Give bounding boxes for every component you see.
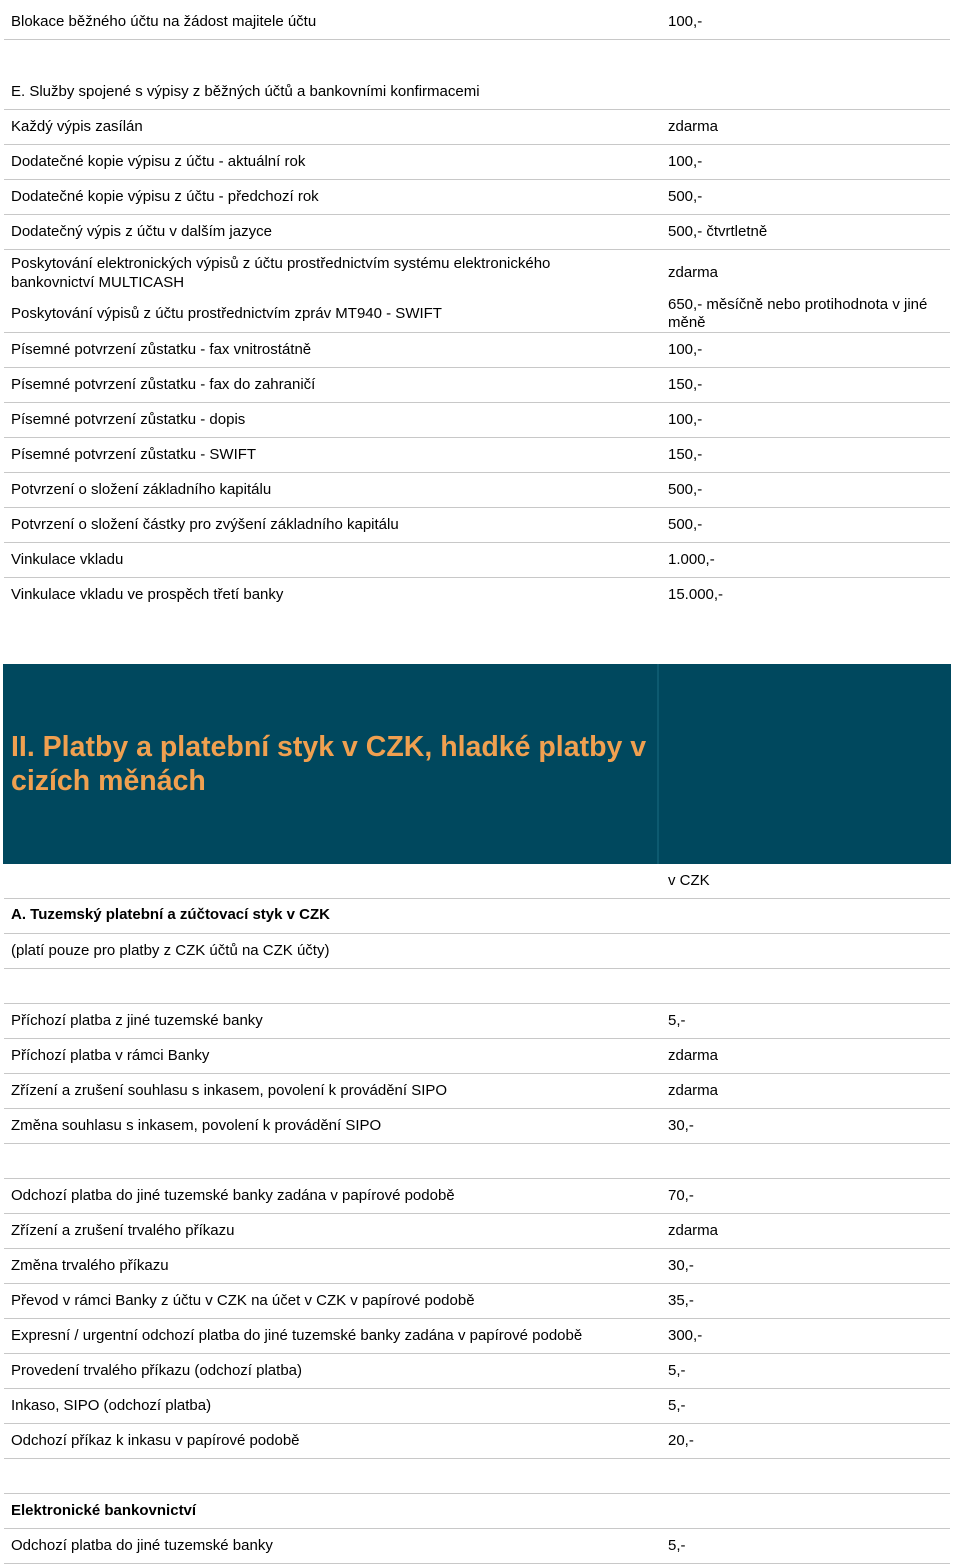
fee-label: Každý výpis zasílán (11, 118, 143, 135)
fee-label: Převod v rámci Banky z účtu v CZK na účet v CZK v papírové podobě (11, 1292, 475, 1309)
fee-value: 100,- (668, 13, 703, 30)
group-spacer (4, 1143, 950, 1179)
section-a-subheading-row (4, 933, 950, 969)
fee-row (4, 1003, 950, 1039)
fee-label: Písemné potvrzení zůstatku - fax vnitrostátně (11, 341, 312, 358)
fee-row (4, 293, 950, 333)
fee-label: Poskytování výpisů z účtu prostřednictvím zpráv MT940 - SWIFT (11, 305, 442, 322)
fee-value: 15.000,- (668, 586, 724, 603)
fee-value: 500,- (668, 481, 703, 498)
fee-label: Příchozí platba z jiné tuzemské banky (11, 1012, 263, 1029)
fee-row (4, 1248, 950, 1284)
fee-label: Zřízení a zrušení souhlasu s inkasem, povolení k provádění SIPO (11, 1082, 448, 1099)
fee-label-line-1: Poskytování elektronických výpisů z účtu prostřednictvím systému elektronického (11, 255, 551, 272)
fee-value: 100,- (668, 341, 703, 358)
fee-value: 35,- (668, 1292, 694, 1309)
fee-row (4, 144, 950, 180)
fee-label: Blokace běžného účtu na žádost majitele účtu (11, 13, 317, 30)
fee-label: Písemné potvrzení zůstatku - fax do zahraničí (11, 376, 316, 393)
fee-value: 500,- čtvrtletně (668, 223, 768, 240)
fee-label: Potvrzení o složení částky pro zvýšení základního kapitálu (11, 516, 399, 533)
currency-header: v CZK (668, 872, 710, 889)
fee-value: 20,- (668, 1432, 694, 1449)
fee-row (4, 367, 950, 403)
fee-value: 70,- (668, 1187, 694, 1204)
fee-value: 500,- (668, 188, 703, 205)
fee-value: 100,- (668, 411, 703, 428)
fee-row (4, 1213, 950, 1249)
fee-label: Písemné potvrzení zůstatku - dopis (11, 411, 246, 428)
fee-value: 5,- (668, 1397, 686, 1414)
fee-label: Inkaso, SIPO (odchozí platba) (11, 1397, 212, 1414)
fee-value: 150,- (668, 376, 703, 393)
fee-row (4, 1423, 950, 1459)
fee-row (4, 179, 950, 215)
fee-label: Vinkulace vkladu (11, 551, 124, 568)
fee-value: 5,- (668, 1012, 686, 1029)
banner-divider (657, 664, 659, 864)
fee-row (4, 577, 950, 612)
fee-row (4, 1283, 950, 1319)
fee-row (4, 4, 950, 40)
fee-row (4, 1318, 950, 1354)
fee-row (4, 109, 950, 145)
section-e-heading: E. Služby spojené s výpisy z běžných účtů a bankovními konfirmacemi (11, 83, 480, 100)
fee-row (4, 472, 950, 508)
fee-row (4, 249, 950, 293)
section-e-heading-row (4, 74, 950, 110)
fee-row (4, 1388, 950, 1424)
section-a-heading-row (4, 898, 950, 934)
fee-row (4, 1038, 950, 1074)
fee-row (4, 1108, 950, 1144)
fee-label: Zřízení a zrušení trvalého příkazu (11, 1222, 235, 1239)
fee-row (4, 1073, 950, 1109)
fee-label: Vinkulace vkladu ve prospěch třetí banky (11, 586, 284, 603)
fee-value: 5,- (668, 1362, 686, 1379)
fee-value-line-2: měně (668, 314, 706, 331)
fee-value: 30,- (668, 1257, 694, 1274)
eb-heading-row (4, 1493, 950, 1529)
fee-label: Expresní / urgentní odchozí platba do jiné tuzemské banky zadána v papírové podobě (11, 1327, 583, 1344)
fee-value: 1.000,- (668, 551, 715, 568)
fee-label: Odchozí platba do jiné tuzemské banky (11, 1537, 273, 1554)
fee-row (4, 1528, 950, 1564)
chapter-title: II. Platby a platební styk v CZK, hladké platby v cizích měnách (11, 731, 647, 797)
fee-label: Dodatečné kopie výpisu z účtu - aktuální rok (11, 153, 306, 170)
fee-label: Dodatečné kopie výpisu z účtu - předchozí rok (11, 188, 319, 205)
section-a-heading: A. Tuzemský platební a zúčtovací styk v CZK (11, 906, 330, 923)
fee-value: 100,- (668, 153, 703, 170)
eb-heading: Elektronické bankovnictví (11, 1502, 197, 1519)
fee-label: Provedení trvalého příkazu (odchozí platba) (11, 1362, 302, 1379)
fee-label: Odchozí platba do jiné tuzemské banky zadána v papírové podobě (11, 1187, 455, 1204)
chapter-banner (3, 664, 951, 864)
group-spacer (4, 1458, 950, 1494)
fee-value: 30,- (668, 1117, 694, 1134)
section-a-subheading: (platí pouze pro platby z CZK účtů na CZK účty) (11, 942, 330, 959)
fee-row (4, 402, 950, 438)
fee-label: Potvrzení o složení základního kapitálu (11, 481, 272, 498)
fee-row (4, 332, 950, 368)
fee-value: zdarma (668, 1082, 719, 1099)
fee-row (4, 214, 950, 250)
fee-value: 300,- (668, 1327, 703, 1344)
fee-value: zdarma (668, 1047, 719, 1064)
fee-value: 150,- (668, 446, 703, 463)
fee-label: Dodatečný výpis z účtu v dalším jazyce (11, 223, 272, 240)
fee-value: zdarma (668, 1222, 719, 1239)
fee-label-line-2: bankovnictví MULTICASH (11, 274, 185, 291)
fee-row (4, 1353, 950, 1389)
fee-label: Odchozí příkaz k inkasu v papírové podobě (11, 1432, 300, 1449)
fee-value: zdarma (668, 264, 719, 281)
group-spacer (4, 968, 950, 1004)
currency-header-row (4, 864, 950, 899)
fee-value: zdarma (668, 118, 719, 135)
fee-label: Příchozí platba v rámci Banky (11, 1047, 210, 1064)
fee-label: Změna trvalého příkazu (11, 1257, 169, 1274)
fee-row (4, 1178, 950, 1214)
fee-value: 500,- (668, 516, 703, 533)
fee-label: Písemné potvrzení zůstatku - SWIFT (11, 446, 257, 463)
fee-row (4, 542, 950, 578)
fee-row (4, 507, 950, 543)
fee-row (4, 437, 950, 473)
fee-label: Změna souhlasu s inkasem, povolení k provádění SIPO (11, 1117, 382, 1134)
fee-value-line-1: 650,- měsíčně nebo protihodnota v jiné (668, 296, 928, 313)
fee-value: 5,- (668, 1537, 686, 1554)
